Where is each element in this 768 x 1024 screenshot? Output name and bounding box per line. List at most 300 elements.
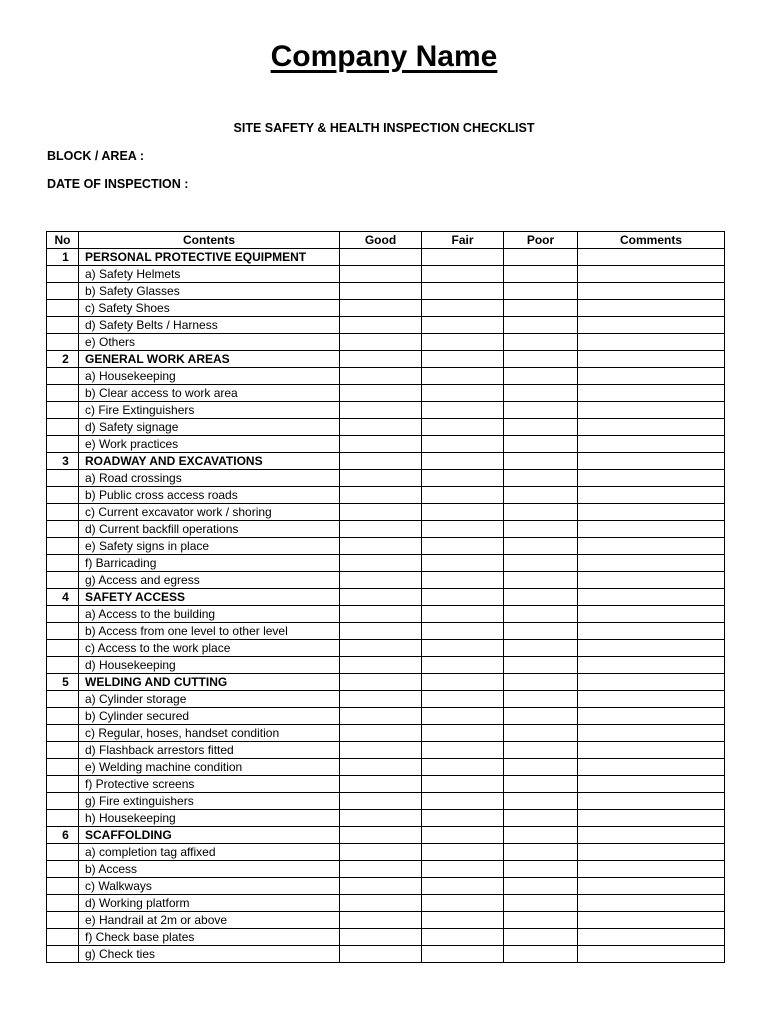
checklist-item: f) Protective screens xyxy=(79,776,340,793)
section-row xyxy=(47,827,725,844)
poor-cell[interactable] xyxy=(504,283,578,300)
section-title: ROADWAY AND EXCAVATIONS xyxy=(79,453,340,470)
comments-cell[interactable] xyxy=(578,572,725,589)
section-row xyxy=(47,351,725,368)
column-header-comments: Comments xyxy=(578,232,725,249)
section-row xyxy=(47,249,725,266)
table-row xyxy=(47,470,725,487)
company-name: Company Name xyxy=(270,40,498,73)
comments-cell[interactable] xyxy=(578,878,725,895)
checklist-body xyxy=(47,249,725,963)
checklist-item: b) Access xyxy=(79,861,340,878)
good-cell[interactable] xyxy=(340,283,422,300)
fair-cell[interactable] xyxy=(422,912,504,929)
comments-cell[interactable] xyxy=(578,300,725,317)
fair-cell[interactable] xyxy=(422,351,504,368)
fair-cell[interactable] xyxy=(422,725,504,742)
good-cell[interactable] xyxy=(340,402,422,419)
good-cell[interactable] xyxy=(340,572,422,589)
checklist-item: e) Work practices xyxy=(79,436,340,453)
checklist-item: e) Handrail at 2m or above xyxy=(79,912,340,929)
poor-cell[interactable] xyxy=(504,606,578,623)
table-row xyxy=(47,436,725,453)
poor-cell[interactable] xyxy=(504,912,578,929)
comments-cell[interactable] xyxy=(578,453,725,470)
fair-cell[interactable] xyxy=(422,827,504,844)
comments-cell[interactable] xyxy=(578,249,725,266)
poor-cell[interactable] xyxy=(504,691,578,708)
poor-cell[interactable] xyxy=(504,708,578,725)
fair-cell[interactable] xyxy=(422,470,504,487)
good-cell[interactable] xyxy=(340,776,422,793)
table-row xyxy=(47,759,725,776)
poor-cell[interactable] xyxy=(504,419,578,436)
row-number-cell xyxy=(47,538,79,555)
block-area-label: BLOCK / AREA : xyxy=(47,149,144,163)
poor-cell[interactable] xyxy=(504,521,578,538)
section-number: 5 xyxy=(47,674,79,691)
poor-cell[interactable] xyxy=(504,317,578,334)
comments-cell[interactable] xyxy=(578,521,725,538)
comments-cell[interactable] xyxy=(578,742,725,759)
row-number-cell xyxy=(47,419,79,436)
row-number-cell xyxy=(47,487,79,504)
comments-cell[interactable] xyxy=(578,657,725,674)
fair-cell[interactable] xyxy=(422,300,504,317)
comments-cell[interactable] xyxy=(578,470,725,487)
table-row xyxy=(47,878,725,895)
good-cell[interactable] xyxy=(340,317,422,334)
row-number-cell xyxy=(47,742,79,759)
fair-cell[interactable] xyxy=(422,555,504,572)
comments-cell[interactable] xyxy=(578,929,725,946)
checklist-item: c) Fire Extinguishers xyxy=(79,402,340,419)
comments-cell[interactable] xyxy=(578,912,725,929)
checklist-item: a) Cylinder storage xyxy=(79,691,340,708)
poor-cell[interactable] xyxy=(504,810,578,827)
poor-cell[interactable] xyxy=(504,538,578,555)
checklist-item: e) Others xyxy=(79,334,340,351)
good-cell[interactable] xyxy=(340,436,422,453)
comments-cell[interactable] xyxy=(578,623,725,640)
poor-cell[interactable] xyxy=(504,470,578,487)
good-cell[interactable] xyxy=(340,912,422,929)
table-row xyxy=(47,708,725,725)
table-row xyxy=(47,300,725,317)
table-row xyxy=(47,861,725,878)
checklist-item: a) Access to the building xyxy=(79,606,340,623)
poor-cell[interactable] xyxy=(504,759,578,776)
fair-cell[interactable] xyxy=(422,453,504,470)
table-row xyxy=(47,946,725,963)
table-row xyxy=(47,538,725,555)
good-cell[interactable] xyxy=(340,793,422,810)
comments-cell[interactable] xyxy=(578,589,725,606)
comments-cell[interactable] xyxy=(578,844,725,861)
table-row xyxy=(47,810,725,827)
row-number-cell xyxy=(47,521,79,538)
table-row xyxy=(47,623,725,640)
fair-cell[interactable] xyxy=(422,623,504,640)
good-cell[interactable] xyxy=(340,589,422,606)
poor-cell[interactable] xyxy=(504,742,578,759)
table-row xyxy=(47,402,725,419)
comments-cell[interactable] xyxy=(578,895,725,912)
row-number-cell xyxy=(47,759,79,776)
good-cell[interactable] xyxy=(340,300,422,317)
inspection-checklist-table xyxy=(46,231,725,963)
comments-cell[interactable] xyxy=(578,793,725,810)
comments-cell[interactable] xyxy=(578,266,725,283)
fair-cell[interactable] xyxy=(422,844,504,861)
poor-cell[interactable] xyxy=(504,351,578,368)
good-cell[interactable] xyxy=(340,861,422,878)
table-row xyxy=(47,521,725,538)
poor-cell[interactable] xyxy=(504,640,578,657)
good-cell[interactable] xyxy=(340,657,422,674)
column-header-contents: Contents xyxy=(79,232,340,249)
checklist-item: c) Walkways xyxy=(79,878,340,895)
good-cell[interactable] xyxy=(340,538,422,555)
checklist-item: g) Fire extinguishers xyxy=(79,793,340,810)
good-cell[interactable] xyxy=(340,453,422,470)
fair-cell[interactable] xyxy=(422,793,504,810)
poor-cell[interactable] xyxy=(504,249,578,266)
poor-cell[interactable] xyxy=(504,878,578,895)
poor-cell[interactable] xyxy=(504,895,578,912)
good-cell[interactable] xyxy=(340,878,422,895)
comments-cell[interactable] xyxy=(578,827,725,844)
comments-cell[interactable] xyxy=(578,436,725,453)
row-number-cell xyxy=(47,691,79,708)
comments-cell[interactable] xyxy=(578,351,725,368)
row-number-cell xyxy=(47,606,79,623)
good-cell[interactable] xyxy=(340,351,422,368)
checklist-item: d) Working platform xyxy=(79,895,340,912)
fair-cell[interactable] xyxy=(422,657,504,674)
table-row xyxy=(47,555,725,572)
fair-cell[interactable] xyxy=(422,572,504,589)
checklist-item: d) Safety Belts / Harness xyxy=(79,317,340,334)
good-cell[interactable] xyxy=(340,895,422,912)
poor-cell[interactable] xyxy=(504,844,578,861)
fair-cell[interactable] xyxy=(422,589,504,606)
checklist-item: e) Safety signs in place xyxy=(79,538,340,555)
table-row xyxy=(47,657,725,674)
good-cell[interactable] xyxy=(340,555,422,572)
comments-cell[interactable] xyxy=(578,334,725,351)
good-cell[interactable] xyxy=(340,725,422,742)
fair-cell[interactable] xyxy=(422,419,504,436)
comments-cell[interactable] xyxy=(578,419,725,436)
checklist-item: d) Housekeeping xyxy=(79,657,340,674)
good-cell[interactable] xyxy=(340,419,422,436)
comments-cell[interactable] xyxy=(578,759,725,776)
table-row xyxy=(47,929,725,946)
row-number-cell xyxy=(47,912,79,929)
column-header-fair: Fair xyxy=(422,232,504,249)
row-number-cell xyxy=(47,725,79,742)
checklist-item: b) Cylinder secured xyxy=(79,708,340,725)
row-number-cell xyxy=(47,504,79,521)
good-cell[interactable] xyxy=(340,691,422,708)
section-title: GENERAL WORK AREAS xyxy=(79,351,340,368)
comments-cell[interactable] xyxy=(578,317,725,334)
fair-cell[interactable] xyxy=(422,521,504,538)
column-header-good: Good xyxy=(340,232,422,249)
comments-cell[interactable] xyxy=(578,946,725,963)
row-number-cell xyxy=(47,300,79,317)
poor-cell[interactable] xyxy=(504,946,578,963)
fair-cell[interactable] xyxy=(422,385,504,402)
checklist-item: a) Housekeeping xyxy=(79,368,340,385)
section-row xyxy=(47,453,725,470)
row-number-cell xyxy=(47,385,79,402)
poor-cell[interactable] xyxy=(504,861,578,878)
table-row xyxy=(47,283,725,300)
section-row xyxy=(47,674,725,691)
fair-cell[interactable] xyxy=(422,946,504,963)
table-row xyxy=(47,419,725,436)
good-cell[interactable] xyxy=(340,606,422,623)
comments-cell[interactable] xyxy=(578,810,725,827)
fair-cell[interactable] xyxy=(422,691,504,708)
poor-cell[interactable] xyxy=(504,572,578,589)
table-row xyxy=(47,895,725,912)
fair-cell[interactable] xyxy=(422,759,504,776)
comments-cell[interactable] xyxy=(578,861,725,878)
row-number-cell xyxy=(47,334,79,351)
poor-cell[interactable] xyxy=(504,623,578,640)
good-cell[interactable] xyxy=(340,674,422,691)
row-number-cell xyxy=(47,776,79,793)
row-number-cell xyxy=(47,929,79,946)
row-number-cell xyxy=(47,861,79,878)
comments-cell[interactable] xyxy=(578,606,725,623)
table-row xyxy=(47,504,725,521)
poor-cell[interactable] xyxy=(504,266,578,283)
good-cell[interactable] xyxy=(340,249,422,266)
good-cell[interactable] xyxy=(340,504,422,521)
comments-cell[interactable] xyxy=(578,504,725,521)
comments-cell[interactable] xyxy=(578,487,725,504)
checklist-item: g) Access and egress xyxy=(79,572,340,589)
section-number: 1 xyxy=(47,249,79,266)
checklist-item: h) Housekeeping xyxy=(79,810,340,827)
table-row xyxy=(47,606,725,623)
table-row xyxy=(47,266,725,283)
checklist-item: c) Current excavator work / shoring xyxy=(79,504,340,521)
poor-cell[interactable] xyxy=(504,827,578,844)
comments-cell[interactable] xyxy=(578,776,725,793)
fair-cell[interactable] xyxy=(422,895,504,912)
checklist-item: c) Safety Shoes xyxy=(79,300,340,317)
row-number-cell xyxy=(47,368,79,385)
table-row xyxy=(47,487,725,504)
checklist-item: a) Safety Helmets xyxy=(79,266,340,283)
section-row xyxy=(47,589,725,606)
row-number-cell xyxy=(47,402,79,419)
fair-cell[interactable] xyxy=(422,402,504,419)
table-row xyxy=(47,742,725,759)
comments-cell[interactable] xyxy=(578,674,725,691)
section-number: 6 xyxy=(47,827,79,844)
comments-cell[interactable] xyxy=(578,725,725,742)
checklist-item: d) Flashback arrestors fitted xyxy=(79,742,340,759)
table-row xyxy=(47,572,725,589)
comments-cell[interactable] xyxy=(578,402,725,419)
fair-cell[interactable] xyxy=(422,861,504,878)
poor-cell[interactable] xyxy=(504,436,578,453)
poor-cell[interactable] xyxy=(504,657,578,674)
fair-cell[interactable] xyxy=(422,708,504,725)
table-row xyxy=(47,844,725,861)
table-row xyxy=(47,776,725,793)
column-header-poor: Poor xyxy=(504,232,578,249)
row-number-cell xyxy=(47,436,79,453)
checklist-item: d) Safety signage xyxy=(79,419,340,436)
fair-cell[interactable] xyxy=(422,283,504,300)
section-number: 2 xyxy=(47,351,79,368)
checklist-item: d) Current backfill operations xyxy=(79,521,340,538)
checklist-item: c) Access to the work place xyxy=(79,640,340,657)
fair-cell[interactable] xyxy=(422,249,504,266)
comments-cell[interactable] xyxy=(578,708,725,725)
fair-cell[interactable] xyxy=(422,538,504,555)
comments-cell[interactable] xyxy=(578,691,725,708)
table-row xyxy=(47,334,725,351)
fair-cell[interactable] xyxy=(422,334,504,351)
row-number-cell xyxy=(47,266,79,283)
checklist-item: c) Regular, hoses, handset condition xyxy=(79,725,340,742)
table-header-row xyxy=(47,232,725,249)
fair-cell[interactable] xyxy=(422,368,504,385)
good-cell[interactable] xyxy=(340,521,422,538)
row-number-cell xyxy=(47,946,79,963)
comments-cell[interactable] xyxy=(578,640,725,657)
section-number: 3 xyxy=(47,453,79,470)
section-title: PERSONAL PROTECTIVE EQUIPMENT xyxy=(79,249,340,266)
good-cell[interactable] xyxy=(340,266,422,283)
fair-cell[interactable] xyxy=(422,776,504,793)
fair-cell[interactable] xyxy=(422,640,504,657)
checklist-item: b) Access from one level to other level xyxy=(79,623,340,640)
good-cell[interactable] xyxy=(340,368,422,385)
row-number-cell xyxy=(47,657,79,674)
comments-cell[interactable] xyxy=(578,283,725,300)
poor-cell[interactable] xyxy=(504,487,578,504)
column-header-no: No xyxy=(47,232,79,249)
good-cell[interactable] xyxy=(340,334,422,351)
checklist-item: b) Clear access to work area xyxy=(79,385,340,402)
fair-cell[interactable] xyxy=(422,606,504,623)
poor-cell[interactable] xyxy=(504,334,578,351)
row-number-cell xyxy=(47,793,79,810)
row-number-cell xyxy=(47,895,79,912)
poor-cell[interactable] xyxy=(504,504,578,521)
fair-cell[interactable] xyxy=(422,878,504,895)
section-title: WELDING AND CUTTING xyxy=(79,674,340,691)
poor-cell[interactable] xyxy=(504,929,578,946)
row-number-cell xyxy=(47,572,79,589)
checklist-title: SITE SAFETY & HEALTH INSPECTION CHECKLIST xyxy=(233,121,535,135)
fair-cell[interactable] xyxy=(422,266,504,283)
comments-cell[interactable] xyxy=(578,555,725,572)
table-row xyxy=(47,912,725,929)
row-number-cell xyxy=(47,810,79,827)
good-cell[interactable] xyxy=(340,929,422,946)
table-row xyxy=(47,368,725,385)
row-number-cell xyxy=(47,623,79,640)
row-number-cell xyxy=(47,470,79,487)
good-cell[interactable] xyxy=(340,810,422,827)
row-number-cell xyxy=(47,640,79,657)
row-number-cell xyxy=(47,555,79,572)
good-cell[interactable] xyxy=(340,470,422,487)
comments-cell[interactable] xyxy=(578,368,725,385)
fair-cell[interactable] xyxy=(422,317,504,334)
fair-cell[interactable] xyxy=(422,742,504,759)
row-number-cell xyxy=(47,317,79,334)
table-row xyxy=(47,725,725,742)
table-row xyxy=(47,691,725,708)
checklist-item: e) Welding machine condition xyxy=(79,759,340,776)
poor-cell[interactable] xyxy=(504,555,578,572)
poor-cell[interactable] xyxy=(504,300,578,317)
good-cell[interactable] xyxy=(340,623,422,640)
good-cell[interactable] xyxy=(340,640,422,657)
poor-cell[interactable] xyxy=(504,385,578,402)
good-cell[interactable] xyxy=(340,487,422,504)
table-row xyxy=(47,793,725,810)
poor-cell[interactable] xyxy=(504,793,578,810)
row-number-cell xyxy=(47,283,79,300)
poor-cell[interactable] xyxy=(504,589,578,606)
fair-cell[interactable] xyxy=(422,810,504,827)
fair-cell[interactable] xyxy=(422,487,504,504)
checklist-item: f) Barricading xyxy=(79,555,340,572)
section-title: SCAFFOLDING xyxy=(79,827,340,844)
good-cell[interactable] xyxy=(340,759,422,776)
fair-cell[interactable] xyxy=(422,674,504,691)
fair-cell[interactable] xyxy=(422,929,504,946)
good-cell[interactable] xyxy=(340,742,422,759)
poor-cell[interactable] xyxy=(504,776,578,793)
section-number: 4 xyxy=(47,589,79,606)
comments-cell[interactable] xyxy=(578,385,725,402)
good-cell[interactable] xyxy=(340,385,422,402)
comments-cell[interactable] xyxy=(578,538,725,555)
table-row xyxy=(47,640,725,657)
date-of-inspection-label: DATE OF INSPECTION : xyxy=(47,177,189,191)
good-cell[interactable] xyxy=(340,946,422,963)
checklist-item: a) completion tag affixed xyxy=(79,844,340,861)
good-cell[interactable] xyxy=(340,844,422,861)
good-cell[interactable] xyxy=(340,708,422,725)
checklist-item: a) Road crossings xyxy=(79,470,340,487)
poor-cell[interactable] xyxy=(504,674,578,691)
poor-cell[interactable] xyxy=(504,453,578,470)
table-row xyxy=(47,317,725,334)
poor-cell[interactable] xyxy=(504,402,578,419)
poor-cell[interactable] xyxy=(504,725,578,742)
fair-cell[interactable] xyxy=(422,504,504,521)
good-cell[interactable] xyxy=(340,827,422,844)
checklist-item: b) Safety Glasses xyxy=(79,283,340,300)
poor-cell[interactable] xyxy=(504,368,578,385)
fair-cell[interactable] xyxy=(422,436,504,453)
checklist-item: b) Public cross access roads xyxy=(79,487,340,504)
